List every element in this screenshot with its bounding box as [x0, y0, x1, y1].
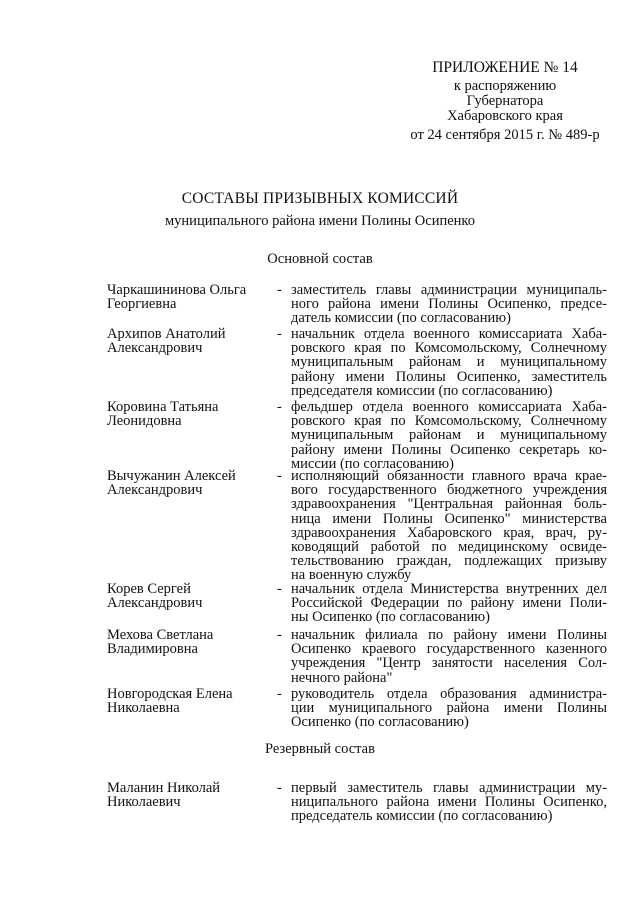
- member-role-line: заместитель главы администрации муниципаль-: [291, 282, 607, 298]
- member-role-line: ровского края по Комсомольскому, Солнечному: [291, 340, 607, 357]
- member-role-line: Российской Федерации по району имени Поли-: [291, 595, 607, 612]
- member-row: [107, 469, 607, 583]
- member-name-line: Георгиевна: [107, 296, 177, 313]
- member-role-line: ны Осипенко (по согласованию): [291, 609, 490, 626]
- member-role-line: фельдшер отдела военного комиссариата Хаба-: [291, 399, 607, 415]
- member-name-line: Александрович: [107, 595, 203, 612]
- member-role-line: вого государственного бюджетного учреждения: [291, 482, 607, 499]
- member-row: [107, 400, 607, 471]
- appendix-block: [380, 60, 630, 143]
- appendix-line-1: к распоряжению: [453, 78, 557, 94]
- appendix-title: ПРИЛОЖЕНИЕ № 14: [432, 59, 578, 76]
- member-name-line: Коровина Татьяна: [107, 399, 219, 415]
- member-name: [107, 283, 277, 311]
- appendix-line-4: от 24 сентября 2015 г. № 489-р: [410, 127, 600, 143]
- member-name-line: Николаевна: [107, 700, 180, 717]
- member-row: [107, 283, 607, 326]
- member-role-line: начальник отдела военного комиссариата Хаба-: [291, 326, 607, 342]
- member-name-line: Леонидовна: [107, 413, 182, 430]
- member-role-line: исполняющий обязанности главного врача крае-: [291, 468, 607, 484]
- member-role: [291, 582, 607, 625]
- member-row: [107, 582, 607, 625]
- member-role-line: району имени Полины Осипенко, заместитель: [291, 368, 607, 385]
- member-role-line: Осипенко краевого государственного казенного: [291, 641, 607, 658]
- member-role-line: на военную службу: [291, 567, 412, 584]
- member-dash: -: [277, 282, 282, 298]
- member-dash: -: [277, 627, 282, 643]
- member-name-line: Николаевич: [107, 794, 181, 811]
- member-row: [107, 628, 607, 685]
- member-name: [107, 687, 277, 715]
- member-role-line: ница имени Полины Осипенко" министерства: [291, 510, 607, 527]
- member-role-line: учреждения "Центр занятости населения Сол-: [291, 655, 607, 672]
- member-name-line: Владимировна: [107, 641, 198, 658]
- member-dash: -: [277, 399, 282, 415]
- member-role-line: начальник отдела Министерства внутренних дел: [291, 581, 607, 597]
- member-row: [107, 781, 607, 824]
- member-role-line: ниципального района имени Полины Осипенко,: [291, 794, 607, 811]
- member-role-line: здравоохранения Хабаровского края, врач, ру-: [291, 524, 607, 541]
- member-name-line: Архипов Анатолий: [107, 326, 226, 342]
- member-role-line: начальник филиала по району имени Полины: [291, 627, 607, 643]
- member-name-line: Корев Сергей: [107, 581, 191, 597]
- member-dash: -: [277, 468, 282, 484]
- member-role-line: руководитель отдела образования администра-: [291, 686, 607, 702]
- member-role: [291, 400, 607, 471]
- member-role-line: председателя комиссии (по согласованию): [291, 382, 553, 399]
- member-name: [107, 469, 277, 497]
- member-role-line: Осипенко (по согласованию): [291, 714, 469, 731]
- member-name: [107, 400, 277, 428]
- member-name-line: Вычужанин Алексей: [107, 468, 236, 484]
- member-role-line: муниципальным районам и муниципальному: [291, 354, 607, 371]
- member-name-line: Мехова Светлана: [107, 627, 214, 643]
- member-role: [291, 469, 607, 583]
- member-role-line: муниципальным районам и муниципальному: [291, 427, 607, 444]
- member-name: [107, 327, 277, 355]
- document-title: СОСТАВЫ ПРИЗЫВНЫХ КОМИССИЙ: [181, 190, 459, 207]
- member-name-line: Александрович: [107, 482, 203, 499]
- member-role-line: ного района имени Полины Осипенко, предсе-: [291, 296, 607, 313]
- reserve-section-title: Резервный состав: [265, 741, 375, 757]
- document-heading: [0, 190, 640, 230]
- member-row: [107, 687, 607, 730]
- member-name: [107, 582, 277, 610]
- appendix-line-2: Губернатора: [466, 93, 544, 109]
- member-role: [291, 327, 607, 398]
- member-dash: -: [277, 780, 282, 796]
- member-name: [107, 628, 277, 656]
- member-name-line: Александрович: [107, 340, 203, 357]
- member-role-line: датель комиссии (по согласованию): [291, 310, 511, 327]
- main-section-title: Основной состав: [267, 251, 373, 267]
- member-role-line: председатель комиссии (по согласованию): [291, 808, 553, 825]
- member-row: [107, 327, 607, 398]
- member-role-line: ровского края по Комсомольскому, Солнечному: [291, 413, 607, 430]
- member-role-line: здравоохранения "Центральная районная боль-: [291, 496, 607, 513]
- document-subtitle: муниципального района имени Полины Осипенко: [165, 213, 475, 229]
- member-role: [291, 628, 607, 685]
- member-name-line: Новгородская Елена: [107, 686, 233, 702]
- member-name-line: Чаркашининова Ольга: [107, 282, 247, 298]
- member-role: [291, 781, 607, 824]
- member-dash: -: [277, 686, 282, 702]
- member-role-line: ководящий работой по медицинскому освиде-: [291, 539, 607, 556]
- appendix-line-3: Хабаровского края: [447, 108, 563, 124]
- member-role-line: миссии (по согласованию): [291, 455, 454, 472]
- member-role: [291, 687, 607, 730]
- member-name: [107, 781, 277, 809]
- member-role-line: району имени Полины Осипенко секретарь ко-: [291, 441, 607, 458]
- member-role-line: первый заместитель главы администрации му-: [291, 780, 607, 796]
- member-role: [291, 283, 607, 326]
- member-name-line: Маланин Николай: [107, 780, 221, 796]
- member-role-line: тельствованию граждан, подлежащих призыву: [291, 553, 607, 570]
- member-dash: -: [277, 326, 282, 342]
- member-role-line: нечного района": [291, 669, 393, 686]
- member-role-line: ции муниципального района имени Полины: [291, 700, 607, 717]
- member-dash: -: [277, 581, 282, 597]
